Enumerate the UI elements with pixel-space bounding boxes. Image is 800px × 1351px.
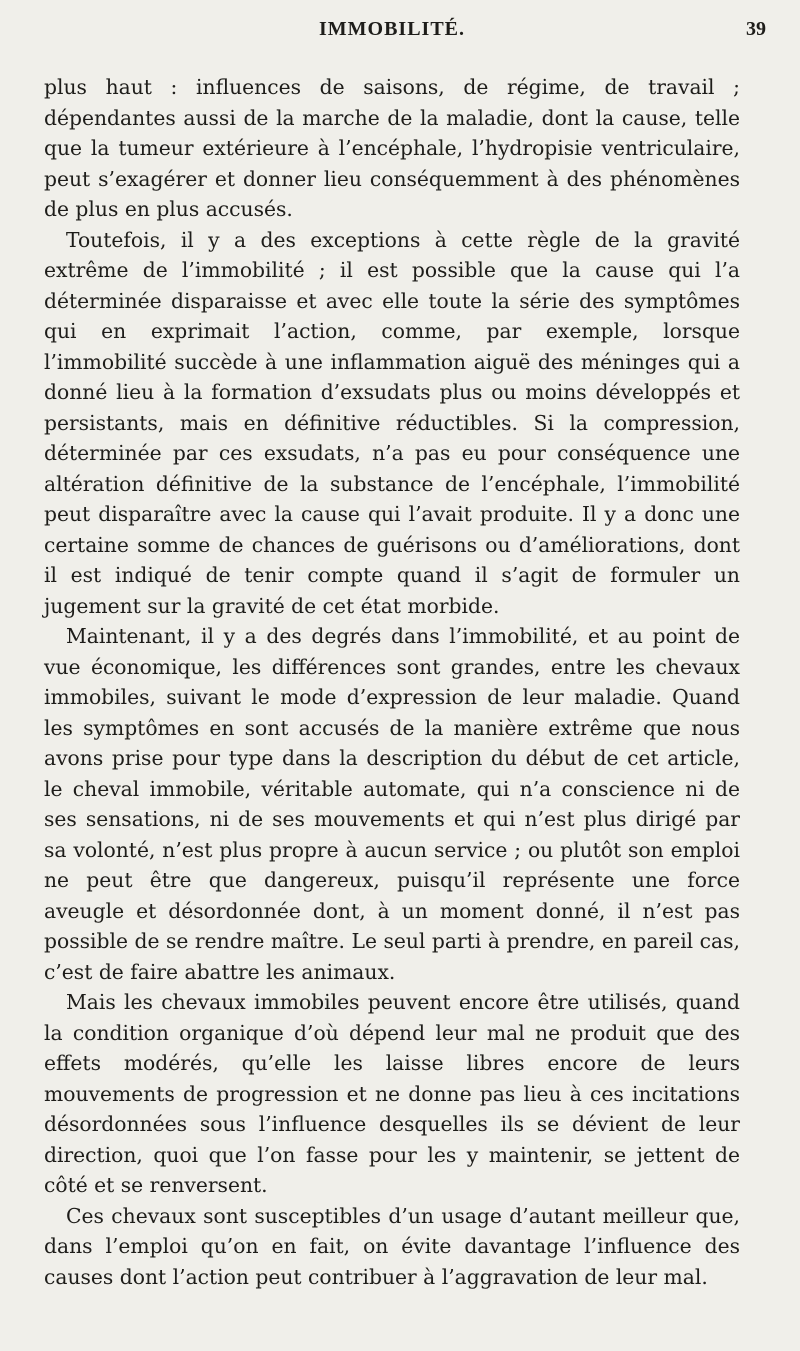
paragraph-usable-horses: Mais les chevaux immobiles peuvent encore être utilisés, quand la condition organique d’où dépend leur mal ne produit que des effets modérés, qu’elle les laisse libres encore de leurs mouvements de progression et ne donne pas lieu à ces incitations désordonnées sous l’influence desquelles ils se dévient de leur direction, quoi que l’on fasse pour les y maintenir, se jettent de côté et se renversent.: [44, 990, 740, 1197]
paragraph-exceptions: Toutefois, il y a des exceptions à cette règle de la gravité extrême de l’immobilité ; il est possible que la cause qui l’a déterminée disparaisse et avec elle toute la série des symptômes qui en exprimait l’action, comme, par exemple, lorsque l’immobilité succède à une inflammation aiguë des méninges qui a donné lieu à la formation d’exsudats plus ou moins développés et persistants, mais en définitive réductibles. Si la compression, déterminée par ces exsudats, n’a pas eu pour conséquence une altération définitive de la substance de l’encéphale, l’immobilité peut disparaître avec la cause qui l’avait produite. Il y a donc une certaine somme de chances de guérisons ou d’améliorations, dont il est indiqué de tenir compte quand il s’agit de formuler un jugement sur la gravité de cet état morbide.: [44, 227, 740, 618]
running-title: IMMOBILITÉ.: [318, 18, 466, 40]
paragraph-continued: plus haut : influences de saisons, de régime, de travail ; dépendantes aussi de la marche de la maladie, dont la cause, telle que la tumeur extérieure à l’encéphale, l’hydropisie ventriculaire, peut s’exagérer et donner lieu conséquemment à des phénomènes de plus en plus accusés.: [44, 75, 740, 221]
running-head: [44, 14, 766, 52]
paragraph-degrees: Maintenant, il y a des degrés dans l’immobilité, et au point de vue économique, les différences sont grandes, entre les chevaux immobiles, suivant le mode d’expression de leur maladie. Quand les symptômes en sont accusés de la manière extrême que nous avons prise pour type dans la description du début de cet article, le cheval immobile, véritable automate, qui n’a conscience ni de ses sensations, ni de ses mouvements et qui n’est plus dirigé par sa volonté, n’est plus propre à aucun service ; ou plutôt son emploi ne peut être que dangereux, puisqu’il représente une force aveugle et désordonnée dont, à un moment donné, il n’est pas possible de se rendre maître. Le seul parti à prendre, en pareil cas, c’est de faire abattre les animaux.: [44, 624, 740, 984]
body-text: [44, 72, 740, 1292]
paragraph-usage: Ces chevaux sont susceptibles d’un usage d’autant meilleur que, dans l’emploi qu’on en fait, on évite davantage l’influence des causes dont l’action peut contribuer à l’aggravation de leur mal.: [44, 1203, 740, 1289]
page-number: 39: [746, 18, 766, 40]
